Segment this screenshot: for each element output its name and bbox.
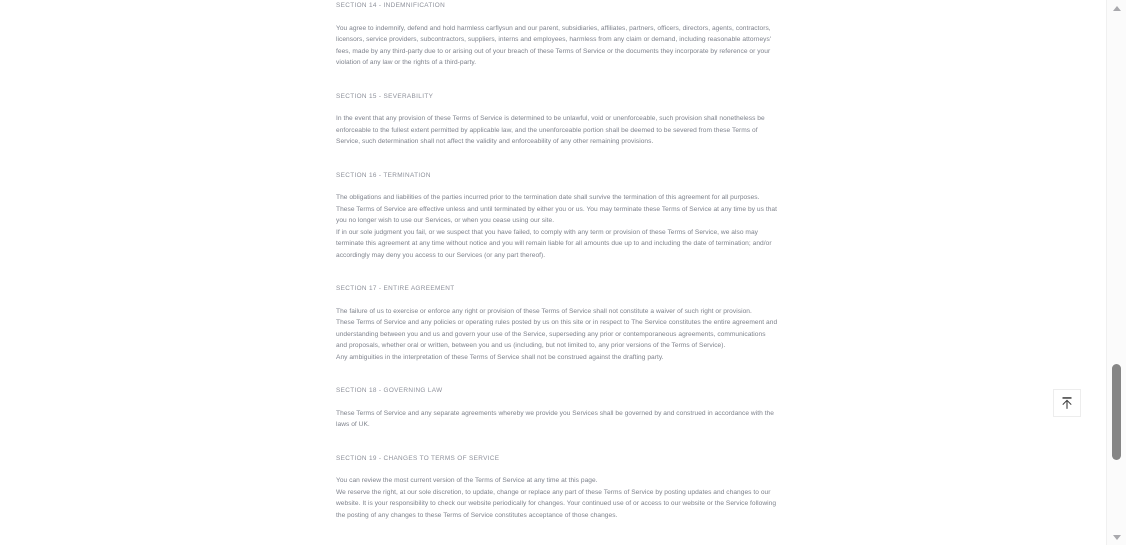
scroll-to-top-button[interactable] [1053,389,1081,417]
vertical-scrollbar[interactable] [1106,0,1126,545]
section-paragraph: If in our sole judgment you fail, or we suspect that you have failed, to comply with any term or provision of these Terms of Service, we also may terminate this agreement at any time without notice and you will remain liable for all amounts due up to and including the date of termination; and/or accordingly may deny you access to our Services (or any part thereof). [336,228,772,259]
block-spacer [336,431,778,453]
chevron-up-icon [1113,6,1121,11]
section-paragraph: The failure of us to exercise or enforce any right or provision of these Terms of Service shall not constitute a waiver of such right or provision. [336,307,752,315]
scrollbar-thumb[interactable] [1112,364,1121,460]
block-spacer [336,295,778,306]
section-paragraph: In the event that any provision of these Terms of Service is determined to be unlawful, void or unenforceable, such provision shall nonetheless be enforceable to the fullest extent permitted by applicable law, and the unenforceable portion shall be deemed to be severed from these Terms of Service, such determination shall not affect the validity and enforceability of any other remaining provisions. [336,115,765,145]
block-spacer [336,69,778,91]
section-paragraph: Any ambiguities in the interpretation of these Terms of Service shall not be construed against the drafting party. [336,353,664,361]
section-paragraph: These Terms of Service are effective unless and until terminated by either you or us. You may terminate these Terms of Service at any time by us that you no longer wish to use our Services, or when you cease using our site. [336,205,777,224]
block-spacer [336,363,778,385]
section-heading: SECTION 14 - INDEMNIFICATION [336,2,446,9]
section-heading: SECTION 16 - TERMINATION [336,171,431,179]
section-heading: SECTION 19 - CHANGES TO TERMS OF SERVICE [336,454,500,462]
section-heading: SECTION 18 - GOVERNING LAW [336,387,443,394]
arrow-up-to-line-icon [1059,395,1075,411]
section-paragraph: The obligations and liabilities of the parties incurred prior to the termination date shall survive the termination of this agreement for all purposes. [336,194,760,201]
section-paragraph: You agree to indemnify, defend and hold harmless carflysun and our parent, subsidiaries, affiliates, partners, officers, directors, agents, contractors, licensors, service providers, subcontractors, suppliers, interns and employees, harmless from any claim or demand, including reasonable attorneys' fees, made by any third-party due to or arising out of your breach of these Terms of Service or the documents they incorporate by reference or your violation of any law or the rights of a third-party. [336,24,772,66]
document-text-column [336,0,778,521]
chevron-down-icon [1113,535,1121,540]
block-spacer [336,181,778,192]
block-spacer [336,148,778,170]
section-paragraph: We reserve the right, at our sole discretion, to update, change or replace any part of these Terms of Service by posting updates and changes to our website. It is your responsibility to check our website periodically for changes. Your continued use of or access to our website or the Service following the posting of any changes to these Terms of Service constitutes acceptance of those changes. [336,488,777,519]
section-paragraph: You can review the most current version of the Terms of Service at any time at this page. [336,477,598,484]
section-paragraph: These Terms of Service and any policies or operating rules posted by us on this site or in respect to The Service constitutes the entire agreement and understanding between you and us and govern your use of the Service, superseding any prior or contemporaneous agreements, communications and proposals, whether oral or written, between you and us (including, but not limited to, any prior versions of the Terms of Service). [336,319,778,349]
block-spacer [336,397,778,408]
section-paragraph: These Terms of Service and any separate agreements whereby we provide you Services shall be governed by and construed in accordance with the laws of UK. [336,409,774,428]
section-heading: SECTION 15 - SEVERABILITY [336,92,434,100]
block-spacer [336,102,778,113]
block-spacer [336,12,778,23]
block-spacer [336,464,778,475]
section-heading: SECTION 17 - ENTIRE AGREEMENT [336,285,455,292]
block-spacer [336,261,778,283]
scrollbar-down-arrow[interactable] [1107,529,1126,545]
scrollbar-up-arrow[interactable] [1107,0,1126,16]
